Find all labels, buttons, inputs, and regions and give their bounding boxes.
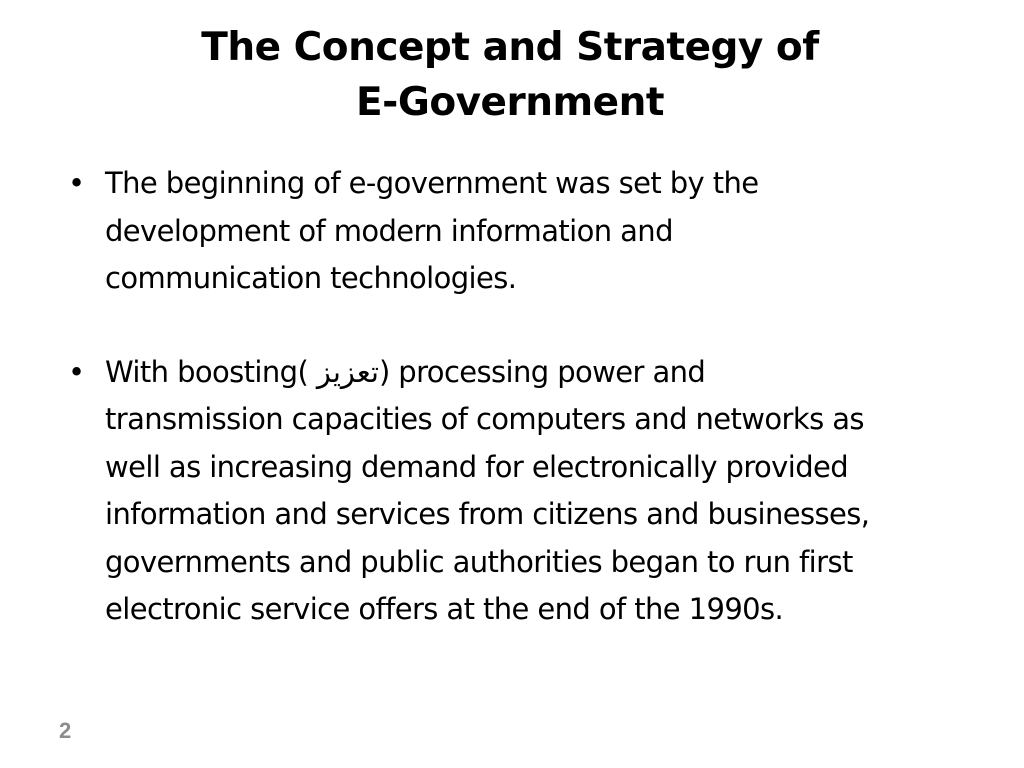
- bullet-2-line-1: [105, 349, 998, 397]
- bullet-2-line-6: electronic service offers at the end of the 1990s.: [105, 592, 784, 626]
- bullet-2-line-3: well as increasing demand for electronically provided: [105, 449, 849, 484]
- slide-title: [100, 20, 920, 130]
- bullet-item-1: [68, 160, 998, 303]
- bullet-2-line-2: transmission capacities of computers and networks as: [105, 402, 864, 436]
- bullet-2-text-before-arabic: With boosting(: [105, 354, 317, 389]
- bullet-icon: •: [68, 354, 85, 389]
- slide-title-line-1: The Concept and Strategy of: [201, 25, 819, 70]
- slide-title-line-2: E-Government: [356, 80, 664, 125]
- bullet-icon: •: [68, 166, 85, 200]
- bullet-1-line-3: communication technologies.: [105, 261, 517, 295]
- arabic-term: تعزيز: [316, 354, 379, 389]
- page-number: 2: [59, 718, 72, 743]
- bullet-2-line-5: governments and public authorities began to run first: [105, 544, 853, 579]
- bullet-list: [68, 160, 998, 634]
- bullet-item-2: [68, 349, 998, 634]
- bullet-2-text-after-arabic: ) processing power and: [378, 354, 706, 389]
- bullet-1-line-1: The beginning of e-government was set by the: [105, 166, 759, 200]
- bullet-1-line-2: development of modern information and: [105, 213, 673, 248]
- bullet-2-line-4: information and services from citizens and businesses,: [105, 497, 870, 531]
